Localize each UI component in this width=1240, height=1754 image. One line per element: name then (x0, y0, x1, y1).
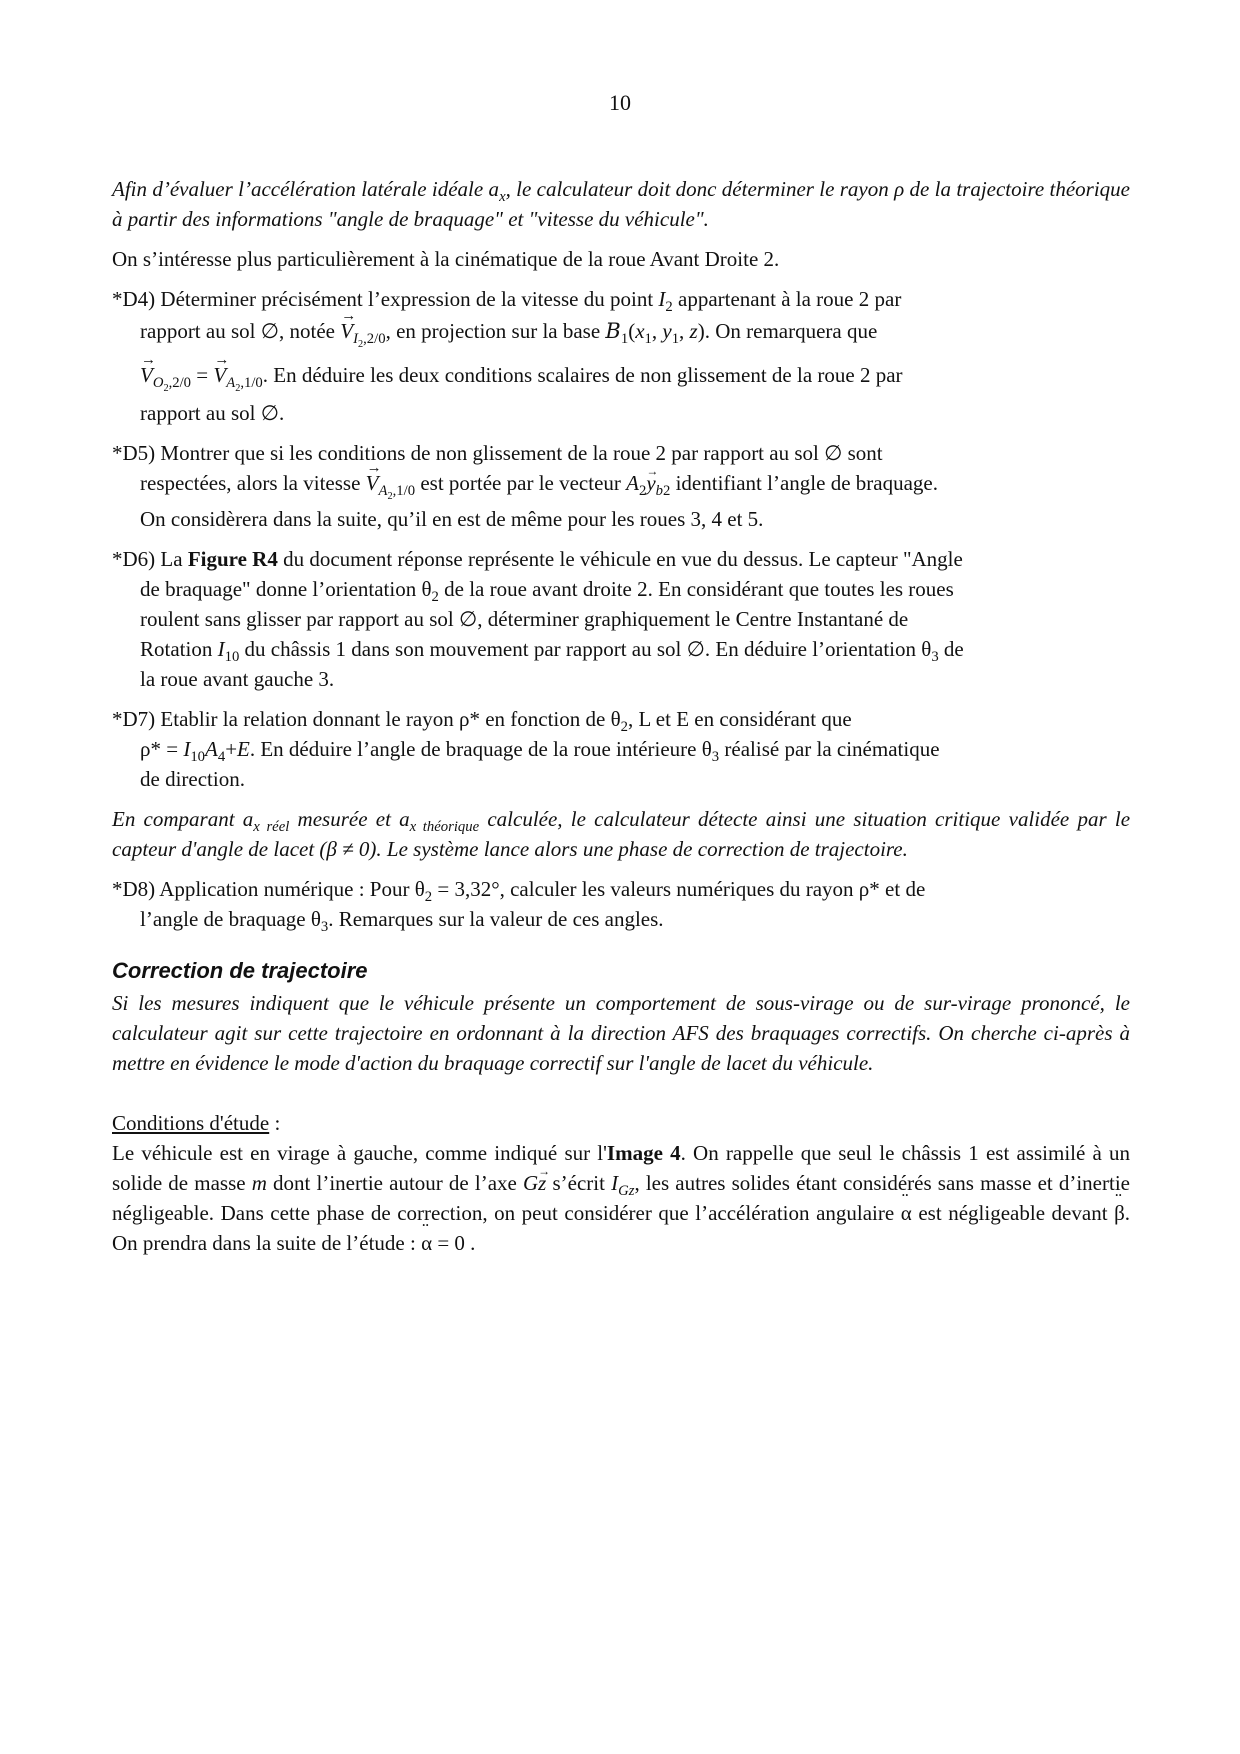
question-d6: *D6) La Figure R4 du document réponse représente le véhicule en vue du dessus. Le capteur "Angle de braquage" donne l’orientation $\theta_2$ de la roue avant droite 2. En considérant que toutes les roues roulent sans glisser par rapport au sol ∅, déterminer graphiquement le Centre Instantané de Rotation $I_{10}$ du châssis 1 dans son mouvement par rapport au sol ∅. En déduire l’orientation $\theta_3$ de la roue avant gauche 3. (112, 547, 964, 691)
intro-paragraph: Afin d’évaluer l’accélération latérale idéale $a_x$, le calculateur doit donc déterminer le rayon ρ de la trajectoire théorique à partir des informations "angle de braquage" et "vitesse du véhicule". (112, 177, 1131, 231)
correction-paragraph: Si les mesures indiquent que le véhicule présente un comportement de sous-virage ou de sur-virage prononcé, le calculateur agit sur cette trajectoire en ordonnant à la direction AFS des braquages correctifs. On cherche ci-après à mettre en évidence le mode d'action du braquage correctif sur l'angle de lacet du véhicule. (112, 991, 1130, 1075)
question-d4: *D4) Déterminer précisément l’expression de la vitesse du point $I_2$ appartenant à la roue 2 par rapport au sol ∅, notée → $V_{I_2,2/0}$, en projection sur la base $B_1(x_1$, $y_1$, z). On remarquera que → $V_{O_2,2/0}$ = → $V_{A_2,1/0}$. En déduire les deux conditions scalaires de non glissement de la roue 2 par rapport au sol ∅. (112, 284, 1130, 428)
page-content (112, 174, 1130, 1258)
question-d8: *D8) Application numérique : Pour $\theta_2 = 3,32^\circ$, calculer les valeurs numériques du rayon ρ* et de l’angle de braquage $\theta_3$. Remarques sur la valeur de ces angles. (112, 877, 926, 936)
interest-paragraph: On s’intéresse plus particulièrement à la cinématique de la roue Avant Droite 2. (112, 247, 780, 271)
question-d5: *D5) Montrer que si les conditions de non glissement de la roue 2 par rapport au sol ∅ sont respectées, alors la vitesse → $V_{A_2,1/0}$ est portée par le vecteur $A_2\to y_{b2}$ identifiant l’angle de braquage. On considèrera dans la suite, qu’il en est de même pour les roues 3, 4 et 5. (112, 438, 1130, 534)
conditions-heading: Conditions d'étude : (112, 1111, 281, 1135)
section-title-correction: Correction de trajectoire (112, 958, 368, 983)
page-number: 10 (609, 90, 631, 115)
question-d7: *D7) Etablir la relation donnant le rayon ρ* en fonction de $\theta_2$, L et E en considérant que $\rho* = I_{10}A_4+E$. En déduire l’angle de braquage de la roue intérieure $\theta_3$ réalisé par la cinématique de direction. (112, 707, 940, 791)
compare-paragraph: En comparant $a_{x réel}$ mesurée et $a_{x théorique}$ calculée, le calculateur détecte ainsi une situation critique validée par le capteur d'angle de lacet (β ≠ 0). Le système lance alors une phase de correction de trajectoire. (112, 807, 1131, 861)
conditions-paragraph: Le véhicule est en virage à gauche, comme indiqué sur l'Image 4. On rappelle que seul le châssis 1 est assimilé à un solide de masse m dont l’inertie autour de l’axe G→ z s’écrit $I_{Gz}$, les autres solides étant considérés sans masse et d’inertie négligeable. Dans cette phase de correction, on peut considérer que l’accélération angulaire ¨ α est négligeable devant ¨ β. On prendra dans la suite de l’étude : ¨ α = 0 . (112, 1138, 1130, 1258)
